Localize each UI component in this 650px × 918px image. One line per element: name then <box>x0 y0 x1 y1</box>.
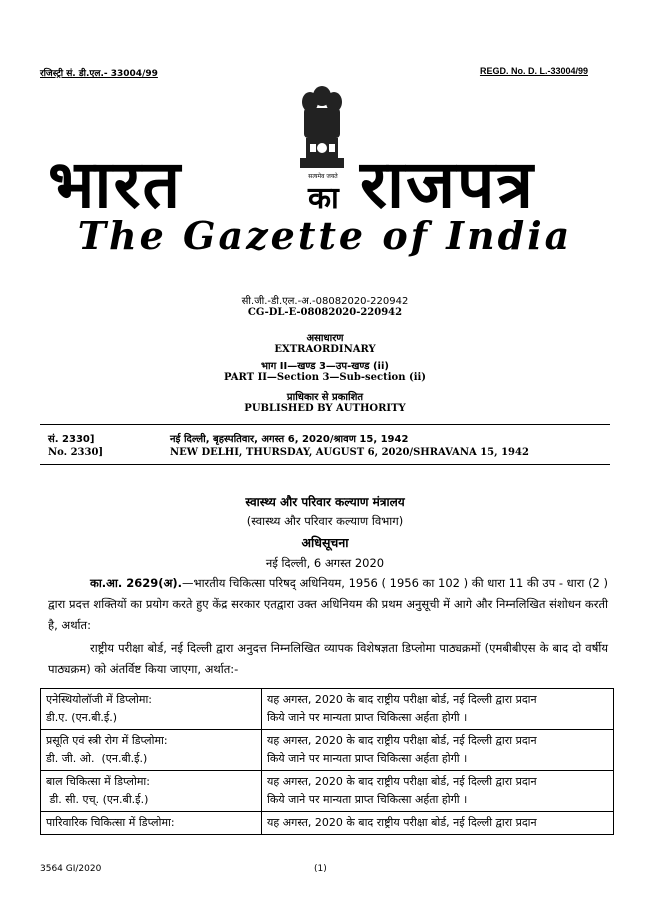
course-abbreviation: डी.ए. (एन.बी.ई.) <box>46 711 118 724</box>
issue-number-hindi: सं. 2330] <box>48 434 95 445</box>
extraordinary-hindi: असाधारण <box>306 333 344 344</box>
schedule-remark-cell <box>262 689 614 730</box>
remark-line-2: किये जाने पर मान्यता प्राप्त चिकित्सा अर्हता होगी । <box>267 752 468 765</box>
remark-line-2: किये जाने पर मान्यता प्राप्त चिकित्सा अर्हता होगी । <box>267 711 468 724</box>
course-abbreviation: डी. जी. ओ. (एन.बी.ई.) <box>46 752 148 765</box>
schedule-row <box>41 689 614 730</box>
schedule-row <box>41 771 614 812</box>
emblem-motto: सत्यमेव जयते <box>308 173 338 180</box>
issue-date-english: NEW DELHI, THURSDAY, AUGUST 6, 2020/SHRAVANA 15, 1942 <box>170 447 529 458</box>
divider-top <box>40 424 610 425</box>
course-name: प्रसूति एवं स्त्री रोग में डिप्लोमा: <box>46 734 168 747</box>
code-hindi: सी.जी.-डी.एल.-अ.-08082020-220942 <box>241 296 409 307</box>
schedule-table <box>40 688 614 835</box>
issue-number-english: No. 2330] <box>48 447 104 458</box>
extraordinary-english: EXTRAORDINARY <box>274 344 376 355</box>
part-hindi: भाग II—खण्ड 3—उप-खण्ड (ii) <box>261 361 389 372</box>
remark-line-2: किये जाने पर मान्यता प्राप्त चिकित्सा अर्हता होगी । <box>267 793 468 806</box>
department-name: (स्वास्थ्य और परिवार कल्याण विभाग) <box>246 514 404 528</box>
remark-line-1: यह अगस्त, 2020 के बाद राष्ट्रीय परीक्षा बोर्ड, नई दिल्ली द्वारा प्रदान <box>267 816 537 829</box>
notification-heading: अधिसूचना <box>301 535 349 550</box>
masthead-hindi-word-1: भारत <box>48 146 183 223</box>
remark-line-1: यह अगस्त, 2020 के बाद राष्ट्रीय परीक्षा बोर्ड, नई दिल्ली द्वारा प्रदान <box>267 693 537 706</box>
paragraph-1-text: —भारतीय चिकित्सा परिषद् अधिनियम, 1956 ( 1956 का 102 ) की धारा 11 की उप - धारा (2 ) द्वारा प्रदत्त शक्तियों का प्रयोग करते हुए केंद्र सरकार एतद्वारा उक्त अधिनियम की प्रथम अनुसूची में आगे और निम्नलिखित संशोधन करती है, अर्थात: <box>48 576 609 632</box>
masthead-hindi-word-2: का <box>308 181 339 216</box>
registration-number-english: REGD. No. D. L.-33004/99 <box>479 66 588 76</box>
registration-number-hindi: रजिस्ट्री सं. डी.एल.- 33004/99 <box>40 69 158 79</box>
schedule-course-cell <box>41 689 262 730</box>
course-abbreviation: डी. सी. एच्. (एन.बी.ई.) <box>46 793 149 806</box>
ministry-name: स्वास्थ्य और परिवार कल्याण मंत्रालय <box>245 495 405 509</box>
schedule-course-cell <box>41 812 262 835</box>
so-number: का.आ. 2629(अ). <box>90 576 182 590</box>
divider-bottom <box>40 464 610 465</box>
schedule-course-cell <box>41 730 262 771</box>
course-name: पारिवारिक चिकित्सा में डिप्लोमा: <box>46 816 175 829</box>
notification-paragraph-1 <box>48 573 608 636</box>
schedule-remark-cell <box>262 812 614 835</box>
authority-hindi: प्राधिकार से प्रकाशित <box>286 392 364 403</box>
part-english: PART II—Section 3—Sub-section (ii) <box>223 372 427 383</box>
notification-place-date: नई दिल्ली, 6 अगस्त 2020 <box>265 556 385 570</box>
notification-paragraph-2: राष्ट्रीय परीक्षा बोर्ड, नई दिल्ली द्वारा अनुदत्त निम्नलिखित व्यापक विशेषज्ञता डिप्लोमा पाठ्यक्रमों (एमबीबीएस के बाद दो वर्षीय पाठ्यक्रम) को अंतर्विष्ट किया जाएगा, अर्थात:- <box>48 641 608 676</box>
authority-english: PUBLISHED BY AUTHORITY <box>244 403 406 414</box>
footer-code: 3564 GI/2020 <box>40 864 102 874</box>
masthead-hindi-word-3: राजपत्र <box>360 146 535 223</box>
schedule-remark-cell <box>262 771 614 812</box>
remark-line-1: यह अगस्त, 2020 के बाद राष्ट्रीय परीक्षा बोर्ड, नई दिल्ली द्वारा प्रदान <box>267 734 537 747</box>
course-name: बाल चिकित्सा में डिप्लोमा: <box>46 775 150 788</box>
schedule-row <box>41 812 614 835</box>
issue-date-hindi: नई दिल्ली, बृहस्पतिवार, अगस्त 6, 2020/श्रावण 15, 1942 <box>170 434 409 445</box>
code-english: CG-DL-E-08082020-220942 <box>247 307 403 318</box>
schedule-course-cell <box>41 771 262 812</box>
masthead-hindi-ka <box>308 176 368 217</box>
schedule-row <box>41 730 614 771</box>
page-number: (1) <box>314 864 327 874</box>
masthead-english: The Gazette of India <box>77 213 573 258</box>
schedule-remark-cell <box>262 730 614 771</box>
remark-line-1: यह अगस्त, 2020 के बाद राष्ट्रीय परीक्षा बोर्ड, नई दिल्ली द्वारा प्रदान <box>267 775 537 788</box>
course-name: एनेस्थियोलॉजी में डिप्लोमा: <box>46 693 153 706</box>
